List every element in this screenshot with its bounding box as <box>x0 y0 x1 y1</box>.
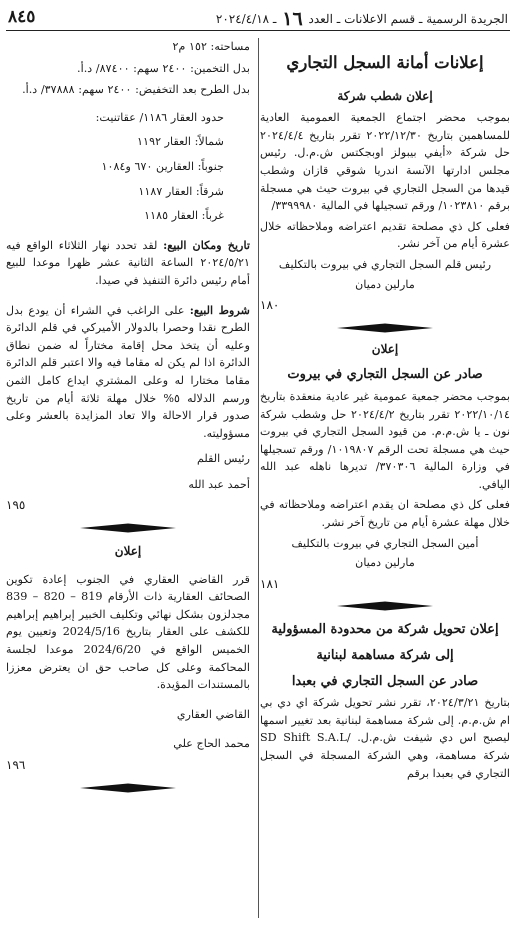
notice1-number: ١٨٠ <box>260 298 280 313</box>
sale-time-label: تاريخ ومكان البيع: <box>163 237 250 252</box>
sale-conditions-label: شروط البيع: <box>189 302 250 317</box>
left-column <box>6 38 250 801</box>
notice2-title: إعلان <box>371 341 399 356</box>
notice1-signer-title: رئيس قلم السجل التجاري في بيروت بالتكليف <box>278 257 492 271</box>
notice2-signer-name: مارلين دميان <box>355 556 415 570</box>
notice2-number: ١٨١ <box>260 576 280 591</box>
boundary-west: غرباً: العقار ١١٨٥ <box>144 209 224 223</box>
signer2-name: محمد الحاج علي <box>173 737 250 751</box>
notice-number-195: ١٩٥ <box>6 498 26 513</box>
separator-ornament <box>6 521 250 535</box>
notice2-body: بموجب محضر جمعية عمومية غير عادية منعقدة بتاريخ ٢٠٢٢/١٠/١٤ تقرر بتاريخ ٢٠٢٤/٤/٢ حل وشطب شركة نون ـ يا ش.م.م. من قيود السجل التجاري في بيروت حيث هي مسجلة تحت الرقم ١٠١٩٨٠٧/ ورقم تسجيلها في وزارة المالية ٣٧٠٣٠٦/ تديرها ناهله عبد الله اليافي. <box>260 389 510 491</box>
notice-title: إعلان <box>114 544 142 559</box>
notice1-body: بموجب محضر اجتماع الجمعية العمومية العادية للمساهمين بتاريخ ٢٠٢٢/١٢/٣٠ تقرر بتاريخ ٢٠٢٤/٤/٤ حل شركة «أيفي بيبولز اوبجكتس ش.م.ل. رئيس مجلس ادارتها الآنسة اندريا شوقي قازان وشطب قيدها من السجل التجاري في بيروت حيث هي مسجلة برقم ١٠٢٣٨١٠/ ورقم تسجيلها في المالية ٣٣٩٩٩٨٠/ <box>260 111 511 213</box>
property-boundaries-title: حدود العقار ١١٨٦/ عقاتنيت: <box>95 110 224 124</box>
notice-number-196: ١٩٦ <box>6 758 26 772</box>
notice1-objection: فعلى كل ذي مصلحة تقديم اعتراضه وملاحظاته خلال عشرة أيام من آخر نشر. <box>260 219 510 251</box>
property-area: مساحته: ١٥٢ م٢ <box>172 40 250 53</box>
signer1-name: أحمد عبد الله <box>188 477 250 491</box>
notice-body: قرر القاضي العقاري في الجنوب إعادة تكوين الصحائف العقارية ذات الأرقام 819 – 820 – 839 مجدلزون بشكل نهائي وتكليف الخبير إبراهيم إبراهيم للكشف على العقار بتاريخ 2024/5/16 وتعيين يوم الخميس الواقع في 2024/6/20 موعدا لجلسة المحاكمة وعلى كل صاحب حق ان يعترض معززا بالمستندات المؤيدة. <box>6 572 250 692</box>
boundary-north: شمالاً: العقار ١١٩٢ <box>137 135 224 149</box>
property-reduced-price: بدل الطرح بعد التخفيض: ٢٤٠٠ سهم: ٣٧٨٨٨/ د.أ. <box>22 83 250 97</box>
header-gazette-name: الجريدة الرسمية ـ قسم الاعلانات ـ العدد <box>308 12 508 26</box>
boundary-south: جنوباً: العقارين ٦٧٠ و١٠٨٤ <box>101 159 224 173</box>
notice1-title: إعلان شطب شركة <box>337 88 433 103</box>
header-date: ـ ٢٠٢٤/٤/١٨ <box>215 12 277 26</box>
signer1-title: رئيس القلم <box>196 452 250 466</box>
column-divider <box>258 38 259 918</box>
section-main-title: إعلانات أمانة السجل التجاري <box>286 53 484 72</box>
notice3-title: إعلان تحويل شركة من محدودة المسؤولية <box>271 622 499 638</box>
separator-ornament <box>6 781 250 795</box>
separator-ornament <box>260 599 510 613</box>
page-number: ٨٤٥ <box>8 7 36 27</box>
header-issue-number: ١٦ <box>282 8 303 30</box>
notice2-subtitle: صادر عن السجل التجاري في بيروت <box>287 367 483 383</box>
header-title <box>216 8 508 30</box>
sale-time-paragraph <box>6 237 250 290</box>
notice3-body: بتاريخ ٢٠٢٤/٣/٢١، تقرر نشر تحويل شركة اي دي بي ام ش.م.م. إلى شركة مساهمة لبنانية بعد تغيير اسمها ليصبح اس دي شيفت ش.م.ل. /SD Shift S.A.L شركة مساهمة، وهي الشركة المسجلة في السجل التجاري في بعبدا برقم <box>260 696 510 780</box>
notice3-subtitle: صادر عن السجل التجاري في بعبدا <box>291 673 479 689</box>
notice3-title-line2: إلى شركة مساهمة لبنانية <box>316 648 454 664</box>
notice2-objection: فعلى كل ذي مصلحة ان يقدم اعتراضه وملاحظاته في خلال مهلة عشرة أيام من تاريخ آخر نشر. <box>260 498 510 530</box>
notice1-signer-name: مارلين دميان <box>355 277 415 291</box>
sale-conditions-text: على الراغب في الشراء أن يودع بدل الطرح نقدا وحصرا بالدولار الأميركي في قلم الدائرة وعليه أن يتخذ محل إقامة مختاراً له ضمن نطاق الدائرة اذا لم يكن له مقاما فيه والا اعتبر قلم الدائرة مقاما مختارا له وعلى المشتري ايداع كامل الثمن ورسم الدلاله ٥% خلال مهلة ثلاثة أيام من تاريخ صدور قرار الاحالة والا تعاد المزايدة بالعشر وعلى مسؤوليته. <box>6 303 251 440</box>
right-column <box>260 38 510 785</box>
notice2-signer-title: أمين السجل التجاري في بيروت بالتكليف <box>291 536 479 550</box>
sale-conditions-paragraph <box>6 302 250 443</box>
separator-ornament <box>260 321 510 335</box>
sale-time-text: لقد تحدد نهار الثلاثاء الواقع فيه ٢٠٢٤/٥/٢١ الساعة الثانية عشر ظهرا موعدا للبيع أمام رئيس دائرة التنفيذ في صيدا. <box>6 238 250 287</box>
page-header <box>6 6 510 31</box>
signer2-title: القاضي العقاري <box>176 707 250 721</box>
boundary-east: شرقاً: العقار ١١٨٧ <box>138 184 224 198</box>
property-estimate-price: بدل التخمين: ٢٤٠٠ سهم: ٨٧٤٠٠/ د.أ. <box>77 61 250 75</box>
